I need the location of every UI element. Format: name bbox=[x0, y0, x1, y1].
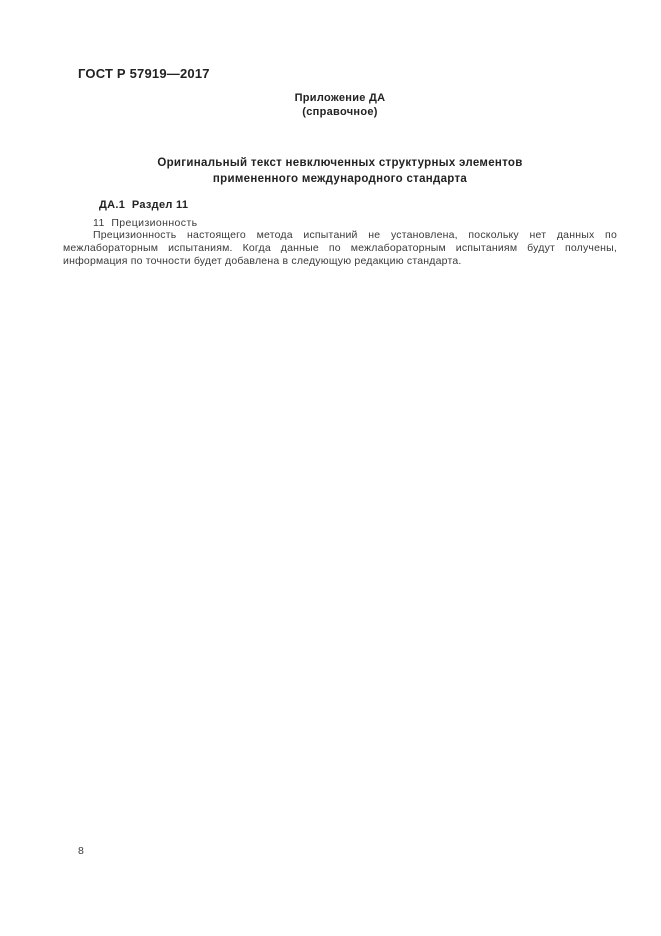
section-heading: ДА.1 Раздел 11 bbox=[99, 199, 189, 211]
document-title-line1: Оригинальный текст невключенных структурных элементов bbox=[157, 157, 523, 169]
running-header-gost-number: ГОСТ Р 57919—2017 bbox=[78, 66, 210, 81]
body-paragraph: Прецизионность настоящего метода испытаний не установлена, поскольку нет данных по межлабораторным испытаниям. Когда данные по межлабораторным испытаниям будут получены, информация по точности будет добавлена в следующую редакцию стандарта. bbox=[63, 229, 617, 267]
document-title bbox=[63, 155, 617, 187]
appendix-label: Приложение ДА bbox=[294, 92, 386, 104]
subsection-heading: 11 Прецизионность bbox=[93, 217, 198, 229]
document-title-line2: примененного международного стандарта bbox=[212, 173, 468, 185]
appendix-type-label: (справочное) bbox=[302, 106, 378, 118]
page-number: 8 bbox=[78, 845, 84, 857]
appendix-block bbox=[63, 91, 617, 119]
